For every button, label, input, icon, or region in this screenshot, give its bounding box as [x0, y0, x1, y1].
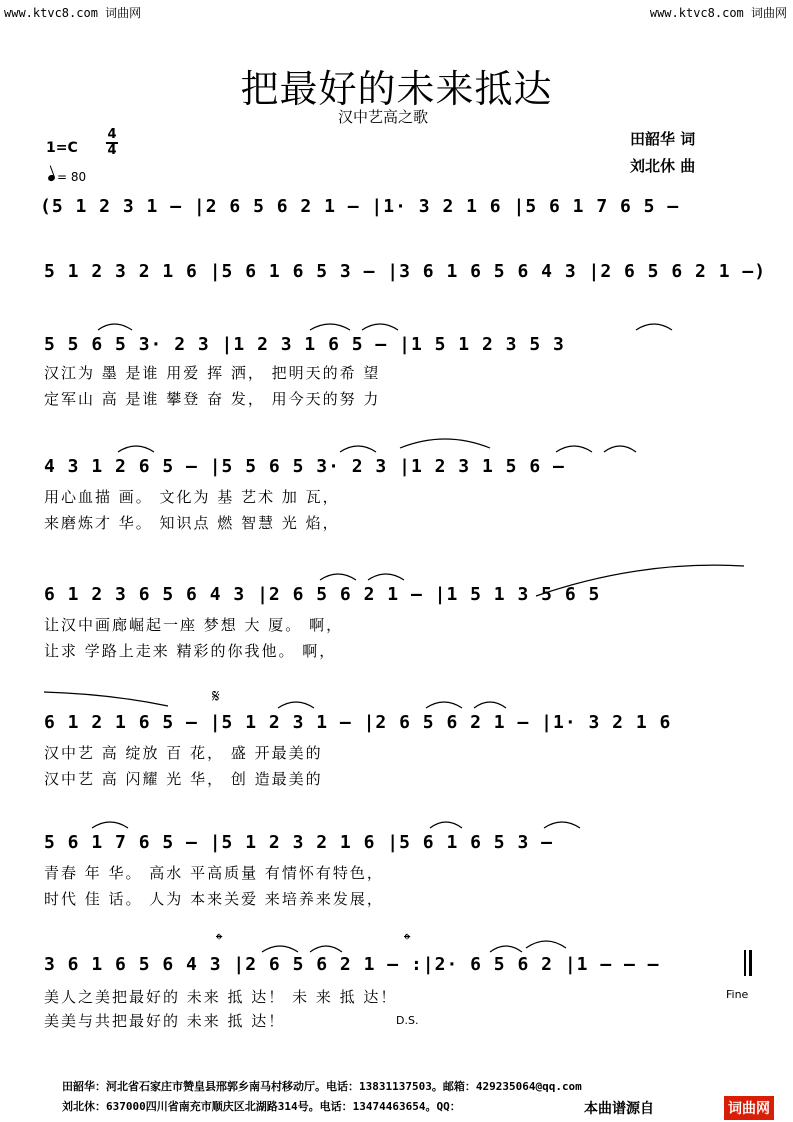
lyric-row-8-verse-2: 美美与共把最好的 未来 抵 达！ — [44, 1012, 286, 1030]
slur-arc — [278, 702, 314, 708]
lyric-row-8-verse-1: 美人之美把最好的 未来 抵 达！ 未 来 抵 达！ — [44, 988, 398, 1006]
slur-arc — [636, 324, 672, 330]
slur-arc — [310, 324, 350, 330]
slur-arc — [604, 446, 636, 452]
site-logo: 词曲网 — [724, 1096, 774, 1120]
lyric-row-3-verse-1: 汉江为 墨 是谁 用爱 挥 洒， 把明天的希 望 — [44, 364, 381, 382]
notation-row-6: 6 1 2 1 6 5 – |5 1 2 3 1 – |2 6 5 6 2 1 – |1· 3 2 1 6 — [44, 712, 672, 733]
composer-credit: 刘北休 曲 — [630, 157, 696, 175]
slur-arc — [320, 574, 356, 580]
slur-arc — [98, 324, 132, 330]
song-subtitle: 汉中艺高之歌 — [338, 108, 429, 126]
lyric-row-6-verse-2: 汉中艺 高 闪耀 光 华， 创 造最美的 — [44, 770, 323, 788]
tempo-value: = 80 — [57, 170, 87, 184]
slur-arc — [310, 946, 342, 952]
ds-mark: D.S. — [396, 1014, 419, 1027]
slur-arc — [400, 439, 490, 448]
time-sig-bottom: 4 — [107, 143, 117, 158]
time-sig-top: 4 — [107, 127, 117, 142]
slur-arc — [368, 574, 404, 580]
key-signature: 1=C — [46, 140, 78, 156]
slur-arc — [362, 324, 398, 330]
notation-row-4: 4 3 1 2 6 5 – |5 5 6 5 3· 2 3 |1 2 3 1 5 6 – — [44, 456, 565, 477]
slur-arc — [490, 946, 522, 952]
slur-arc — [556, 446, 592, 452]
notation-row-1: (5 1 2 3 1 – |2 6 5 6 2 1 – |1· 3 2 1 6 |5 6 1 7 6 5 – — [40, 196, 680, 217]
segno-sign: 𝄋 — [212, 686, 220, 707]
coda-sign-1: 𝄌 — [216, 930, 223, 951]
slur-arc — [536, 565, 744, 596]
lyric-row-5-verse-1: 让汉中画廊崛起一座 梦想 大 厦。 啊， — [44, 616, 344, 634]
notation-row-3: 5 5 6 5 3· 2 3 |1 2 3 1 6 5 – |1 5 1 2 3 5 3 — [44, 334, 565, 355]
lyricist-credit: 田韶华 词 — [630, 130, 696, 148]
lyric-row-3-verse-2: 定军山 高 是谁 攀登 奋 发， 用今天的努 力 — [44, 390, 381, 408]
lyric-row-7-verse-1: 青春 年 华。 高水 平高质量 有情怀有特色， — [44, 864, 384, 882]
notation-row-7: 5 6 1 7 6 5 – |5 1 2 3 2 1 6 |5 6 1 6 5 3 – — [44, 832, 553, 853]
slur-arc — [526, 941, 566, 948]
lyric-row-5-verse-2: 让求 学路上走来 精彩的你我他。 啊， — [44, 642, 337, 660]
lyric-row-4-verse-2: 来磨炼才 华。 知识点 燃 智慧 光 焰， — [44, 514, 340, 532]
slur-arc — [430, 822, 462, 828]
slur-arc — [544, 822, 580, 828]
watermark-left: www.ktvc8.com 词曲网 — [4, 6, 142, 20]
footer-contact-lyricist: 田韶华：河北省石家庄市赞皇县邢郭乡南马村移动厅。电话：13831137503。邮箱：429235064@qq.com — [62, 1080, 582, 1093]
lyric-row-4-verse-1: 用心血描 画。 文化为 基 艺术 加 瓦， — [44, 488, 340, 506]
slur-arc — [262, 946, 298, 952]
slur-arc — [426, 702, 462, 708]
slur-arc — [118, 446, 154, 452]
notation-row-5: 6 1 2 3 6 5 6 4 3 |2 6 5 6 2 1 – |1 5 1 3 5 6 5 — [44, 584, 601, 605]
notation-row-8: 3 6 1 6 5 6 4 3 |2 6 5 6 2 1 – :|2· 6 5 6 2 |1 – – – — [44, 954, 660, 975]
song-title: 把最好的未来抵达 — [240, 67, 553, 111]
notation-row-2: 5 1 2 3 2 1 6 |5 6 1 6 5 3 – |3 6 1 6 5 6 4 3 |2 6 5 6 2 1 –) — [44, 261, 767, 282]
slur-arc — [474, 702, 506, 708]
footer-contact-composer: 刘北休：637000四川省南充市顺庆区北湖路314号。电话：13474463654。QQ： — [62, 1100, 461, 1113]
fine-mark: Fine — [726, 988, 749, 1001]
slur-arc — [92, 822, 128, 828]
coda-sign-2: 𝄌 — [404, 930, 411, 951]
watermark-right: www.ktvc8.com 词曲网 — [649, 6, 787, 20]
lyric-row-6-verse-1: 汉中艺 高 绽放 百 花， 盛 开最美的 — [44, 744, 323, 762]
footer-source-text: 本曲谱源自 — [584, 1101, 654, 1117]
slur-arc — [340, 446, 376, 452]
slur-arc — [44, 692, 168, 706]
lyric-row-7-verse-2: 时代 佳 话。 人为 本来关爱 来培养来发展， — [44, 890, 384, 908]
